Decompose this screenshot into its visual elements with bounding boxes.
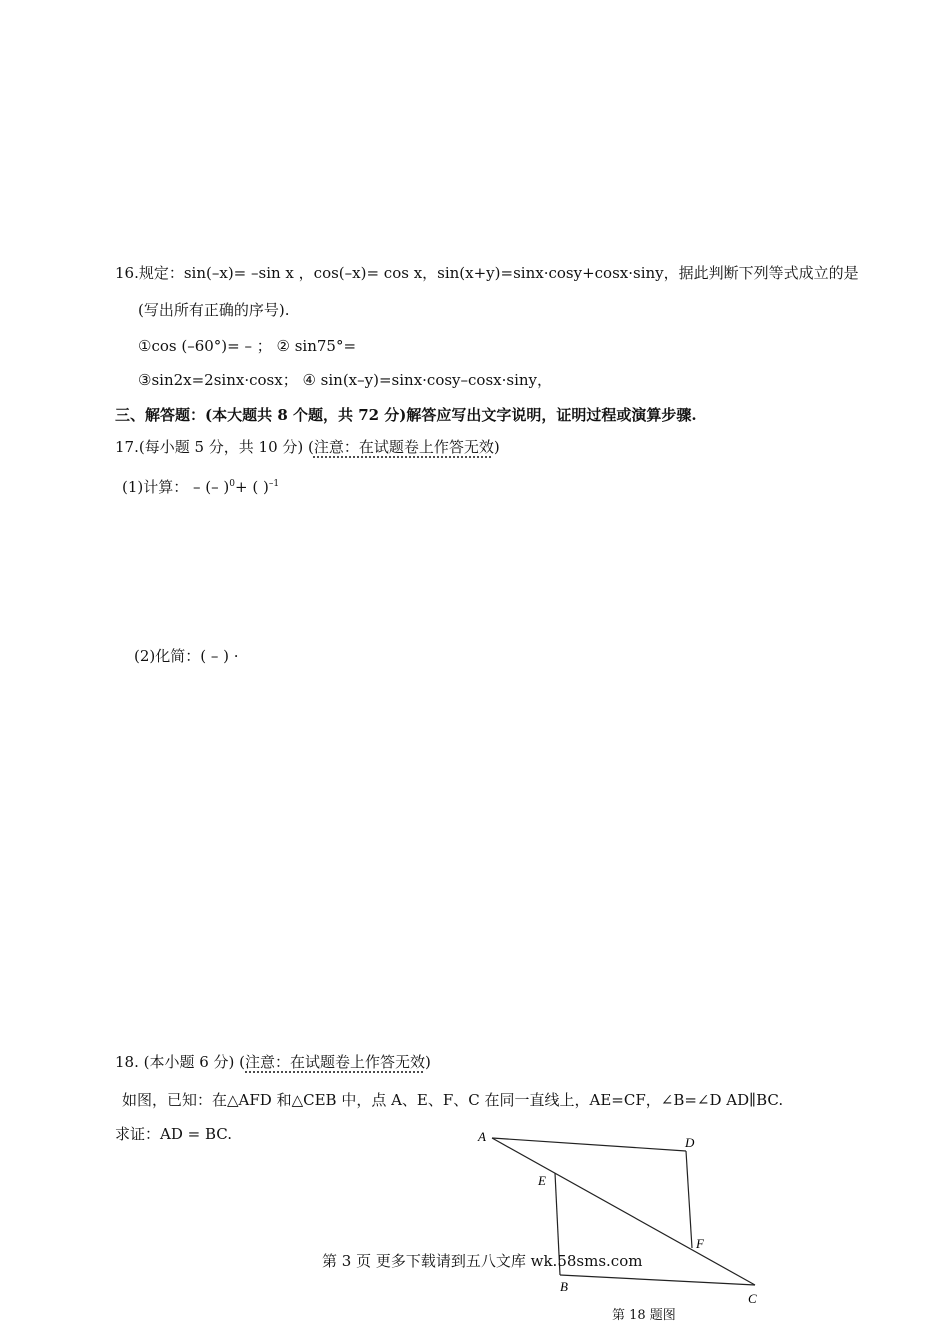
q16-option-1-2: ①cos (–60°)= – ； ② sin75°= — [138, 337, 357, 355]
q18-prove: 求证：AD = BC. — [115, 1125, 232, 1143]
label-f: F — [696, 1236, 704, 1251]
q17-part1-expr2: + ( ) — [235, 478, 269, 496]
label-a: A — [478, 1129, 486, 1144]
q18-header — [115, 1052, 431, 1072]
segment-bc — [560, 1275, 755, 1285]
label-b: B — [560, 1279, 568, 1294]
figure-caption: 第 18 题图 — [612, 1308, 676, 1323]
q18-note: 注意：在试题卷上作答无效 — [245, 1053, 426, 1071]
q17-part1 — [122, 474, 279, 497]
segment-df — [686, 1151, 692, 1248]
label-d: D — [685, 1135, 695, 1150]
q17-note: 注意：在试题卷上作答无效 — [313, 438, 494, 456]
q17-part1-label: (1)计算： — [122, 478, 189, 496]
page-footer: 第 3 页 更多下载请到五八文库 wk.58sms.com — [322, 1252, 643, 1270]
q18-statement: 如图，已知：在△AFD 和△CEB 中，点 A、E、F、C 在同一直线上，AE=CF，∠B=∠D AD∥BC. — [122, 1091, 784, 1109]
q16-option-3-4: ③sin2x=2sinx·cosx； ④ sin(x–y)=sinx·cosy–cosx·siny， — [138, 371, 553, 389]
q17-part1-sup0: 0 — [229, 479, 236, 489]
q17-part2: (2)化简：( – ) · — [134, 647, 239, 665]
label-e: E — [538, 1173, 546, 1188]
q16-line2: (写出所有正确的序号). — [138, 301, 290, 319]
q16-line1: 16.规定：sin(–x)= –sin x ，cos(–x)= cos x，sin(x+y)=sinx·cosy+cosx·siny，据此判断下列等式成立的是 — [115, 264, 859, 282]
q18-figure — [470, 1125, 770, 1325]
q17-header-suffix: ) — [493, 438, 500, 456]
label-c: C — [748, 1291, 757, 1306]
q17-header-prefix: 17.(每小题 5 分，共 10 分) ( — [115, 438, 314, 456]
q17-part1-sup-minus1: –1 — [268, 479, 280, 489]
q17-header — [115, 437, 500, 457]
q18-header-prefix: 18. (本小题 6 分) ( — [115, 1053, 246, 1071]
q18-header-suffix: ) — [425, 1053, 431, 1071]
q17-part1-expr: – (– ) — [193, 478, 230, 496]
segment-ad — [492, 1138, 686, 1151]
section-3-heading: 三、解答题：(本大题共 8 个题，共 72 分)解答应写出文字说明，证明过程或演算步骤. — [115, 406, 697, 424]
